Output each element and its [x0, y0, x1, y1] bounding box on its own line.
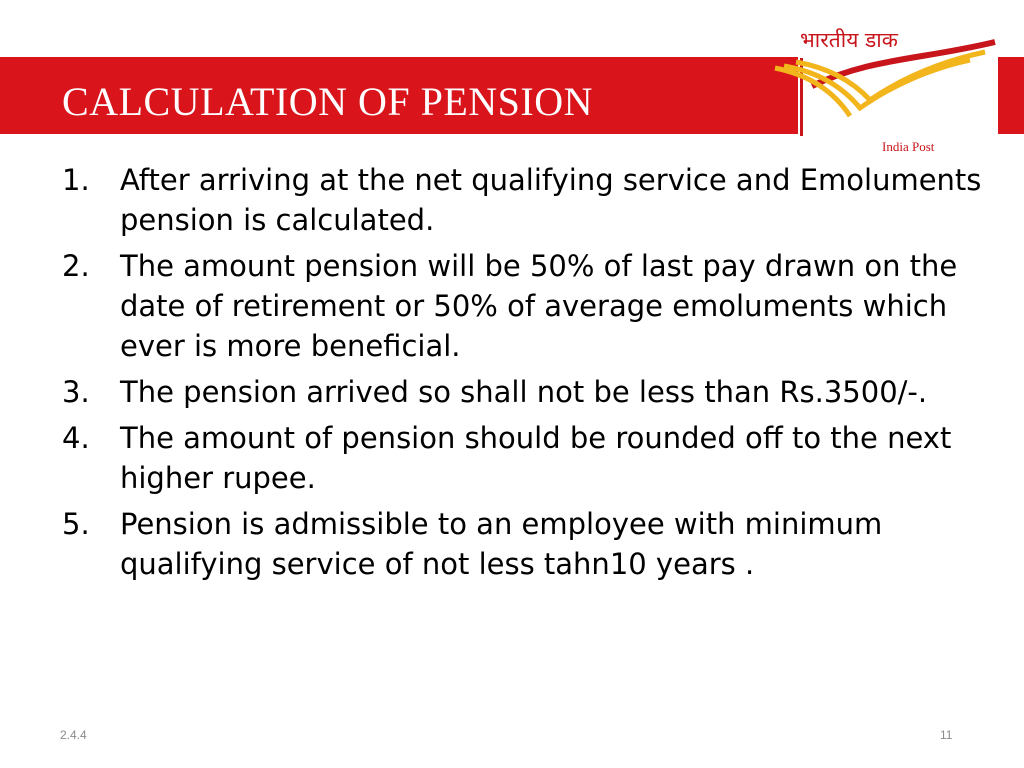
list-item	[62, 372, 982, 412]
list-item	[62, 418, 982, 498]
list-item	[62, 504, 982, 584]
india-post-logo-icon	[770, 38, 1000, 138]
pension-points-list	[62, 160, 982, 590]
list-number: 5.	[62, 507, 90, 541]
footer-section-label: 2.4.4	[60, 728, 87, 742]
slide-title: CALCULATION OF PENSION	[62, 79, 594, 124]
list-text: The amount pension will be 50% of last pay drawn on the date of retirement or 50% of average emoluments which ever is more beneficial.	[120, 249, 958, 363]
list-text: After arriving at the net qualifying service and Emoluments pension is calculated.	[120, 163, 982, 237]
list-number: 3.	[62, 375, 90, 409]
page-number: 11	[940, 728, 953, 742]
list-text: Pension is admissible to an employee with minimum qualifying service of not less tahn10 years .	[120, 507, 883, 581]
list-item	[62, 160, 982, 240]
list-number: 1.	[62, 163, 90, 197]
list-item	[62, 246, 982, 366]
list-text: The pension arrived so shall not be less than Rs.3500/-.	[120, 375, 928, 409]
logo-hindi-text: भारतीय डाक	[800, 28, 898, 52]
list-text: The amount of pension should be rounded off to the next higher rupee.	[120, 421, 952, 495]
list-number: 2.	[62, 249, 90, 283]
logo-english-text: India Post	[882, 139, 935, 154]
list-number: 4.	[62, 421, 90, 455]
